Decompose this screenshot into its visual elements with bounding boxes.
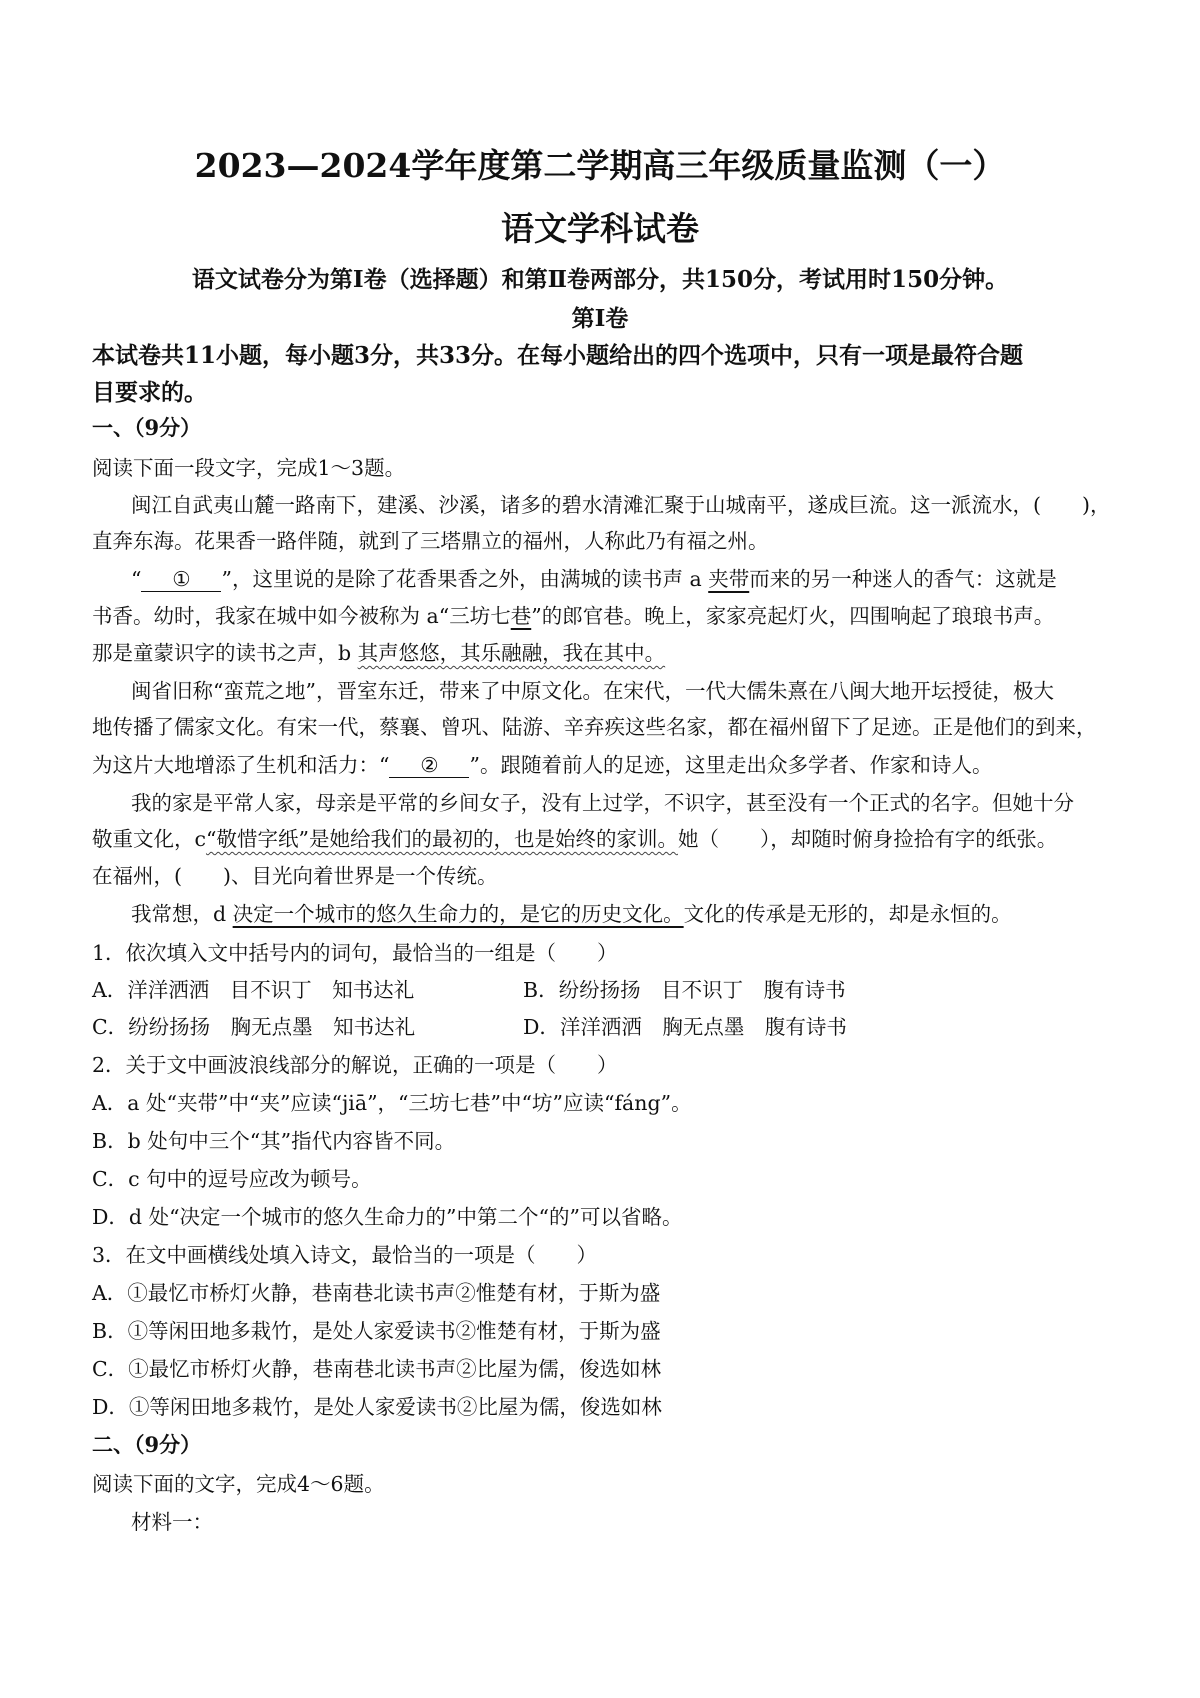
q2-option-d: D．d 处“决定一个城市的悠久生命力的”中第二个“的”可以省略。 [92,1205,683,1229]
q3-option-d: D．①等闲田地多栽竹，是处人家爱读书②比屋为儒，俊选如林 [92,1395,662,1419]
passage-p4-text-b: 她（ ），却随时俯身捡拾有字的纸张。 [677,827,1058,851]
underlined-d: 决定一个城市的悠久生命力的，是它的历史文化。 [232,902,684,926]
volume-heading: 第Ⅰ卷 [571,305,629,332]
passage-p3-text-a: 为这片大地增添了生机和活力：“ [92,753,390,777]
q1-option-d: D．洋洋洒洒 胸无点墨 腹有诗书 [523,1015,847,1039]
section-2-lead: 阅读下面的文字，完成4～6题。 [92,1472,385,1496]
passage-p4-line-1: 我的家是平常人家，母亲是平常的乡间女子，没有上过学，不识字，甚至没有一个正式的名字。但她十分 [131,791,1074,815]
section-1-lead: 阅读下面一段文字，完成1～3题。 [92,456,406,480]
instruction-line-1: 本试卷共11小题，每小题3分，共33分。在每小题给出的四个选项中，只有一项是最符合题 [92,342,1024,369]
passage-p2-text-e: 那是童蒙识字的读书之声，b [92,641,358,665]
q1-option-a: A．洋洋洒洒 目不识丁 知书达礼 [92,978,415,1002]
question-3: 3．在文中画横线处填入诗文，最恰当的一项是（ ） [92,1243,598,1267]
passage-p1-line-2: 直奔东海。花果香一路伴随，就到了三塔鼎立的福州，人称此乃有福之州。 [92,529,769,553]
q1-option-c: C．纷纷扬扬 胸无点墨 知书达礼 [92,1015,416,1039]
blank-2: ② [389,755,469,778]
q1-option-b: B．纷纷扬扬 目不识丁 腹有诗书 [523,978,846,1002]
passage-p2-line-1 [131,562,1057,592]
q3-option-c: C．①最忆市桥灯火静，巷南巷北读书声②比屋为儒，俊选如林 [92,1357,662,1381]
wavy-c: “敬惜字纸”是她给我们的最初的，也是始终的家训。 [205,827,678,851]
question-2: 2．关于文中画波浪线部分的解说，正确的一项是（ ） [92,1053,618,1077]
blank-1: ① [141,569,221,592]
passage-p2-text-b: 而来的另一种迷人的香气：这就是 [749,567,1057,591]
q2-option-c: C．c 句中的逗号应改为顿号。 [92,1167,372,1191]
q2-option-b: B．b 处句中三个“其”指代内容皆不同。 [92,1129,456,1153]
exam-title: 2023—2024学年度第二学期高三年级质量监测（一） [194,146,1006,185]
passage-p2-line-2 [92,599,1054,629]
underlined-jiadai: 夹带 [708,567,750,591]
passage-p4-line-2 [92,822,1057,852]
underlined-xiang: 巷 [510,604,532,628]
question-1: 1．依次填入文中括号内的词句，最恰当的一组是（ ） [92,941,618,965]
q3-option-a: A．①最忆市桥灯火静，巷南巷北读书声②惟楚有材，于斯为盛 [92,1281,661,1305]
passage-p2-text-d: ”的郎官巷。晚上，家家亮起灯火，四围响起了琅琅书声。 [531,604,1055,628]
passage-p5-line-1 [131,897,1012,927]
exam-subtitle: 语文学科试卷 [501,209,699,248]
passage-p2-text-c: 书香。幼时，我家在城中如今被称为 a“三坊七 [92,604,511,628]
passage-p3-line-1: 闽省旧称“蛮荒之地”，晋室东迁，带来了中原文化。在宋代，一代大儒朱熹在八闽大地开坛授徒，极大 [131,679,1054,703]
exam-intro: 语文试卷分为第Ⅰ卷（选择题）和第Ⅱ卷两部分，共150分，考试用时150分钟。 [191,266,1009,293]
passage-p2-text-a: ”，这里说的是除了花香果香之外，由满城的读书声 a [221,567,709,591]
q2-option-a: A．a 处“夹带”中“夹”应读“jiā”，“三坊七巷”中“坊”应读“fáng”。 [92,1091,692,1115]
q3-option-b: B．①等闲田地多栽竹，是处人家爱读书②惟楚有材，于斯为盛 [92,1319,661,1343]
passage-p5-text-b: 文化的传承是无形的，却是永恒的。 [683,902,1012,926]
passage-p2-line-3 [92,636,665,666]
quote-open: “ [131,567,142,591]
passage-p3-line-2: 地传播了儒家文化。有宋一代，蔡襄、曾巩、陆游、辛弃疾这些名家，都在福州留下了足迹。正是他们的到来， [92,715,1097,739]
passage-p4-line-3: 在福州，( )、目光向着世界是一个传统。 [92,864,498,888]
material-1-label: 材料一： [131,1510,213,1534]
instruction-line-2: 目要求的。 [92,379,207,406]
passage-p5-text-a: 我常想，d [131,902,233,926]
passage-p3-line-3 [92,748,992,778]
passage-p1-line-1: 闽江自武夷山麓一路南下，建溪、沙溪，诸多的碧水清滩汇聚于山城南平，遂成巨流。这一派流水，( )， [131,493,1111,517]
wavy-b: 其声悠悠，其乐融融，我在其中。 [357,641,666,665]
passage-p4-text-a: 敬重文化，c [92,827,206,851]
section-1-heading: 一、（9分） [92,415,202,440]
section-2-heading: 二、（9分） [92,1432,202,1457]
passage-p3-text-b: ”。跟随着前人的足迹，这里走出众多学者、作家和诗人。 [469,753,993,777]
